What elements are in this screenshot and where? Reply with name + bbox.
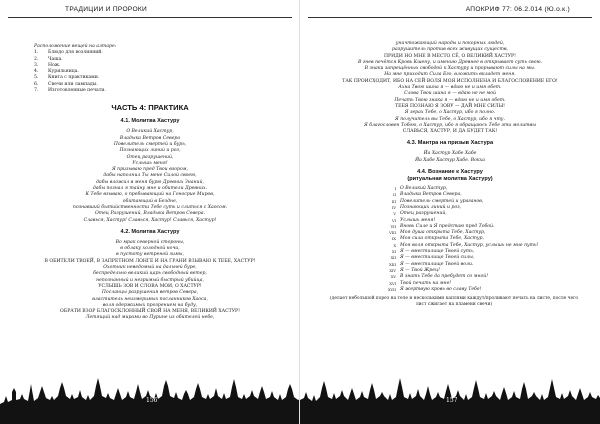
verse-line: в пустоту ветреной зимы, xyxy=(115,252,185,258)
mantra-line: Йа Хастур Хабе Хабе xyxy=(423,151,477,157)
list-item: V Отец разрушений, xyxy=(393,211,447,217)
list-item: 3. Нож. xyxy=(34,62,61,68)
verse-line: Отец разрушений, xyxy=(126,154,174,160)
verse-line: Посланцы разрушения ветров Севера, xyxy=(101,290,199,296)
verse-line: Слова Твои шина я — вдаю не не мой xyxy=(404,91,496,97)
verse-line: дабы вложил в меня бурю Древних Знаний, xyxy=(96,179,204,185)
list-item: 4. Курильница. xyxy=(34,69,79,75)
list-item: IX Моя сила открыта Тебе, Хастур, xyxy=(392,236,484,242)
invocation-subtitle: (ритуальная молитва Хастуру) xyxy=(407,176,493,183)
verse-line: воля одержимых прозрением на буду, xyxy=(102,302,198,308)
verse-line: УСЛЫШЬ ЗОВ И СЛОВА МОИ, О ХАСТУР! xyxy=(98,283,202,289)
list-item: XV В знать Тебе да пребудет со мной! xyxy=(390,274,489,280)
list-item: 7. Изготовленные печати. xyxy=(34,88,106,94)
verse-line: На мне приходит Сила Его, вложить вкладет меня. xyxy=(384,72,516,78)
verse-line: дабы наполнил Ты мене Силой своею, xyxy=(103,173,197,179)
verse-line: познавший бытийственности Тебе суть и слиться с Хаосом. xyxy=(72,204,228,210)
verse-line: в облаку холодной ночи, xyxy=(120,246,180,252)
verse-line: ПРИДИ НО МНЕ В МЕСТО СЁ, О ВЕЛИКИЙ ХАСТУР! xyxy=(384,53,516,59)
verse-line: В знаки запрещённых свободой к Хастуру и прорывают силы на мы. xyxy=(364,66,536,72)
invocation-title-text: 4.4. Вознание к Хастуру xyxy=(417,169,483,176)
running-header: ТРАДИЦИИ И ПРОРОКИ xyxy=(65,6,148,13)
verse-line: О Великий Хастур, xyxy=(126,129,174,135)
running-header: АПОКРИФ 77: 06.2.014 (Ю.о.к.) xyxy=(465,6,570,13)
verse-line: Охотник неведомый на дальней буре, xyxy=(103,265,197,271)
verse-line: дабы познал я тайну мне и обители Древних. xyxy=(92,186,208,192)
list-item: I О Великий Хастур, xyxy=(394,186,448,192)
list-item: X Моя воля открыта Тебе, Хастур, услышь не мне путь! xyxy=(393,242,539,248)
verse-line: ОБРАТИ ВЗОР БЛАГОСКЛОННЫЙ СВОЙ НА МЕНЯ, ВЕЛИКИЙ ХАСТУР! xyxy=(60,309,240,315)
list-item: XIII Я — вместилище Твоей воли. xyxy=(389,261,474,267)
prayer-2-text xyxy=(0,240,300,322)
verse-line: СЛАВЬСЯ, ХАСТУР, И ДА БУДЕТ ТАК! xyxy=(402,129,498,135)
list-item: XVII Я жертвую кровь во славу Тебе! xyxy=(388,286,482,292)
prayer-2-title: 4.2. Молитва Хастуру xyxy=(120,228,180,235)
list-item: 1. Блюдо для возлияний. xyxy=(34,50,103,56)
list-item: 2. Чаша. xyxy=(34,56,63,62)
verse-line: Я благословен Тобою, о Хастур, ибо я обращаюсь Тебе эти молитвы xyxy=(364,122,536,128)
list-item: II Владыка Ветров Севера, xyxy=(393,192,462,198)
verse-line: Во мрак северной стороны, xyxy=(115,239,185,245)
verse-line: Я призываю пред Твои взором, xyxy=(111,167,189,173)
list-item: VIII Моя душа открыта Тебе, Хастур, xyxy=(389,230,486,236)
invocation-title xyxy=(300,169,600,183)
list-item: XVI Твой печать на мне! xyxy=(389,280,452,286)
verse-line: Я зерах Тебе, о Хастур, ибо я полно. xyxy=(404,110,496,116)
verse-line: К Тебе взываю, о пребывающий на Гоносрие Миров, xyxy=(85,192,215,198)
verse-line: обитающий в Бездне, xyxy=(122,198,178,204)
list-item: III Повелитель смертей и ураганов, xyxy=(391,198,484,204)
mantra-line: Йа Хабе Хастур Хабе. Вокха xyxy=(415,157,485,163)
header-rule xyxy=(8,17,292,18)
verse-line: Славься, Хастур! Славься, Хастур! Славься, Хастур! xyxy=(83,217,217,223)
verse-line: ТАК ПРОИСХОДИТ, ИБО НА СЕЙ ВОЛЯ МОЯ ИСПОЛНЕНА И БЛАГОСЛОВЕНИЕ ЕГО! xyxy=(342,78,558,84)
header-rule xyxy=(308,17,592,18)
verse-line: уничтожающий народы и покорных людей, xyxy=(395,41,505,46)
verse-line: Повелитель смертей и бурь, xyxy=(113,141,187,147)
verse-line: Услышь меня! xyxy=(132,160,168,166)
ritual-footnote: (делает небольшой порез на теле и несколькими каплями каждут/проливают печать на листе, после чего лист сжигает на пламени свечи) xyxy=(329,296,579,308)
right-page xyxy=(300,0,600,424)
list-item: 6. Свечи или лампады. xyxy=(34,81,98,87)
prayer-1-text xyxy=(0,129,300,223)
left-content xyxy=(0,44,300,322)
mantra-title: 4.3. Мантра на призыв Хастура xyxy=(406,140,494,147)
verse-line: властитель неизмеримых посланников Хаоса, xyxy=(92,296,208,302)
materials-intro: Расположение вещей на алтаре: xyxy=(34,44,117,49)
verse-line: В гнев печётся Кровь Кшену, и имению Древнее в открывает суть свою. xyxy=(358,59,542,65)
verse-line: Ахна Твою шина я — вдаю не и имя обет. xyxy=(398,85,502,91)
invocation-list xyxy=(378,186,600,293)
verse-line: В ОБИТЕЛИ ТВОЕЙ, В ЗАПРЕТНОМ ЛОНГЕ И НА ГРАНИ ВЗЫВАЮ К ТЕБЕ, ХАСТУР! xyxy=(44,258,256,264)
list-item: VI Услышь меня! xyxy=(391,217,436,223)
list-item: IV Познающих линий и роз, xyxy=(391,204,462,210)
verse-line: беспредельно великий царь свободный ветер, xyxy=(93,271,207,277)
list-item: VII Вновь Силе и Я предстаю пред Тобой. xyxy=(390,223,495,229)
list-item: XII Я — вместилище Твоей силы, xyxy=(390,255,475,261)
materials-list xyxy=(34,50,300,94)
page-number: 156 xyxy=(146,397,158,404)
list-item: 5. Книга с практиками. xyxy=(34,75,100,81)
verse-line: Познающих линий и роз, xyxy=(119,148,181,154)
verse-line: Владыка Ветров Севера xyxy=(119,135,181,141)
verse-line: Печать Твою знака я — вдаю не и имя обет. xyxy=(394,97,506,103)
verse-line: непознанный и незримый быстрый убийца, xyxy=(96,277,204,283)
right-content xyxy=(300,41,600,308)
skyline-illustration xyxy=(300,366,600,424)
verse-line: ТЕБЯ ПОЗНАЮ Я ЗОВУ — ДАЙ МНЕ СИЛЫ! xyxy=(395,103,505,109)
section-title: ЧАСТЬ 4: ПРАКТИКА xyxy=(111,103,189,113)
prayer-2-continuation xyxy=(300,41,600,135)
list-item: XIV Я — Твой Жрец! xyxy=(389,267,441,273)
skyline-illustration xyxy=(0,366,300,424)
page-number: 157 xyxy=(446,397,458,404)
list-item: XI Я — вместилище Твоей суть, xyxy=(392,249,475,255)
prayer-1-title: 4.1. Молитва Хастуру xyxy=(120,118,180,125)
verse-line: разрушитель против всех живущих существ, xyxy=(392,47,508,53)
verse-line: Отец Разрушений, Владыка Ветров Севера. xyxy=(94,211,206,217)
verse-line: Я получитель вы Тебе, о Хастур, ибо я чту. xyxy=(395,116,505,122)
verse-line: Летящий над мирами во Пурине из обителей небе, xyxy=(85,315,215,321)
